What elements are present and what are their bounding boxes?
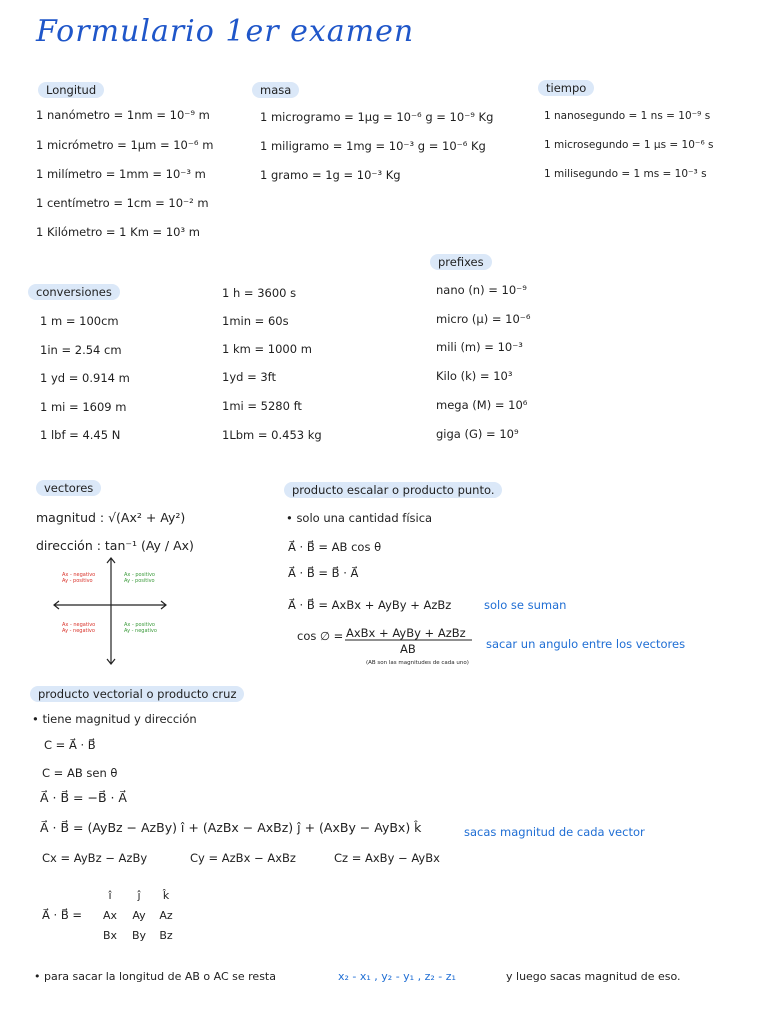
vectorial-note: sacas magnitud de cada vector (464, 825, 645, 839)
section-heading-vectores: vectores (36, 480, 101, 496)
escalar-bullet: • solo una cantidad física (286, 511, 433, 525)
longitud-line: 1 Kilómetro = 1 Km = 10³ m (36, 225, 200, 239)
prefijo-line: Kilo (k) = 10³ (436, 369, 513, 383)
vectorial-formula: A⃗ · B⃗ = (AyBz − AzBy) î + (AzBx − AxBz) ĵ + (AxBy − AyBx) k̂ (40, 820, 422, 835)
quadrant-4-label: Ax - positivo Ay - negativo (124, 622, 157, 634)
section-heading-tiempo: tiempo (538, 80, 594, 96)
cos-small-note: (AB son las magnitudes de cada uno) (366, 660, 469, 666)
det-cell: By (131, 929, 147, 942)
quadrant-3-label: Ax - negativo Ay - negativo (62, 622, 96, 634)
det-cell: î (108, 889, 112, 902)
prefijo-line: micro (μ) = 10⁻⁶ (436, 312, 531, 326)
vectorial-formula: C = AB sen θ (42, 766, 118, 780)
conversion-line: 1yd = 3ft (222, 370, 277, 384)
masa-line: 1 microgramo = 1μg = 10⁻⁶ g = 10⁻⁹ Kg (260, 110, 494, 124)
longitud-line: 1 centímetro = 1cm = 10⁻² m (36, 196, 209, 210)
conversion-line: 1 yd = 0.914 m (40, 371, 130, 385)
cos-numerator: AxBx + AyBy + AzBz (346, 626, 466, 640)
vectorial-formula: C = A⃗ · B⃗ (44, 738, 96, 752)
det-cell: ĵ (137, 889, 141, 902)
quadrant-1-label: Ax - positivo Ay - positivo (124, 572, 155, 584)
prefijo-line: mega (M) = 10⁶ (436, 398, 528, 412)
section-heading-prefijos: prefixes (430, 254, 492, 270)
masa-line: 1 gramo = 1g = 10⁻³ Kg (260, 168, 401, 182)
section-heading-producto-escalar: producto escalar o producto punto. (284, 482, 502, 498)
prefijo-line: mili (m) = 10⁻³ (436, 340, 523, 354)
longitud-line: 1 nanómetro = 1nm = 10⁻⁹ m (36, 108, 210, 122)
component-cx: Cx = AyBz − AzBy (42, 851, 148, 865)
det-cell: Ax (102, 909, 118, 922)
conversion-line: 1 mi = 1609 m (40, 400, 127, 414)
prefijo-line: giga (G) = 10⁹ (436, 427, 519, 441)
component-cy: Cy = AzBx − AxBz (190, 851, 296, 865)
conversion-line: 1min = 60s (222, 314, 289, 328)
det-cell: Az (159, 909, 173, 922)
cos-denominator: AB (400, 642, 416, 656)
vectorial-bullet: • tiene magnitud y dirección (32, 712, 197, 726)
conversion-line: 1 h = 3600 s (222, 286, 297, 300)
masa-line: 1 miligramo = 1mg = 10⁻³ g = 10⁻⁶ Kg (260, 139, 486, 153)
escalar-formula: A⃗ · B⃗ = AxBx + AyBy + AzBz (288, 598, 452, 612)
quadrant-2-label: Ax - negativo Ay - positivo (62, 572, 96, 584)
section-heading-producto-vectorial: producto vectorial o producto cruz (30, 686, 244, 702)
det-cell: Bx (102, 929, 118, 942)
final-note-end: y luego sacas magnitud de eso. (506, 970, 681, 983)
tiempo-line: 1 nanosegundo = 1 ns = 10⁻⁹ s (544, 110, 711, 122)
escalar-formula: A⃗ · B⃗ = B⃗ · A⃗ (288, 566, 359, 580)
component-cz: Cz = AxBy − AyBx (334, 851, 440, 865)
det-cell: k̂ (162, 889, 170, 902)
det-cell: Bz (159, 929, 173, 942)
final-note-blue: x₂ - x₁ , y₂ - y₁ , z₂ - z₁ (338, 970, 456, 983)
vectorial-formula: A⃗ · B⃗ = −B⃗ · A⃗ (40, 790, 127, 805)
conversion-line: 1 m = 100cm (40, 314, 119, 328)
escalar-formula: A⃗ · B⃗ = AB cos θ (288, 540, 382, 554)
tiempo-line: 1 milisegundo = 1 ms = 10⁻³ s (544, 168, 707, 180)
escalar-note: solo se suman (484, 598, 567, 612)
vector-direccion: dirección : tan⁻¹ (Ay / Ax) (36, 538, 194, 553)
cos-note: sacar un angulo entre los vectores (486, 637, 686, 651)
conversion-line: 1in = 2.54 cm (40, 343, 122, 357)
det-cell: Ay (132, 909, 146, 922)
longitud-line: 1 milímetro = 1mm = 10⁻³ m (36, 167, 206, 181)
cos-lhs: cos ∅ = (297, 629, 344, 643)
section-heading-conversiones: conversiones (28, 284, 120, 300)
longitud-line: 1 micrómetro = 1μm = 10⁻⁶ m (36, 138, 214, 152)
vector-magnitud: magnitud : √(Ax² + Ay²) (36, 510, 186, 525)
prefijo-line: nano (n) = 10⁻⁹ (436, 283, 527, 297)
conversion-line: 1 km = 1000 m (222, 342, 312, 356)
conversion-line: 1mi = 5280 ft (222, 399, 302, 413)
conversion-line: 1Lbm = 0.453 kg (222, 428, 322, 442)
conversion-line: 1 lbf = 4.45 N (40, 428, 121, 442)
section-heading-longitud: Longitud (38, 82, 104, 98)
tiempo-line: 1 microsegundo = 1 μs = 10⁻⁶ s (544, 139, 714, 151)
determinant-lhs: A⃗ · B⃗ = (42, 908, 83, 922)
section-heading-masa: masa (252, 82, 299, 98)
page-title: Formulario 1er examen (36, 14, 415, 49)
final-note: • para sacar la longitud de AB o AC se resta (34, 970, 276, 983)
